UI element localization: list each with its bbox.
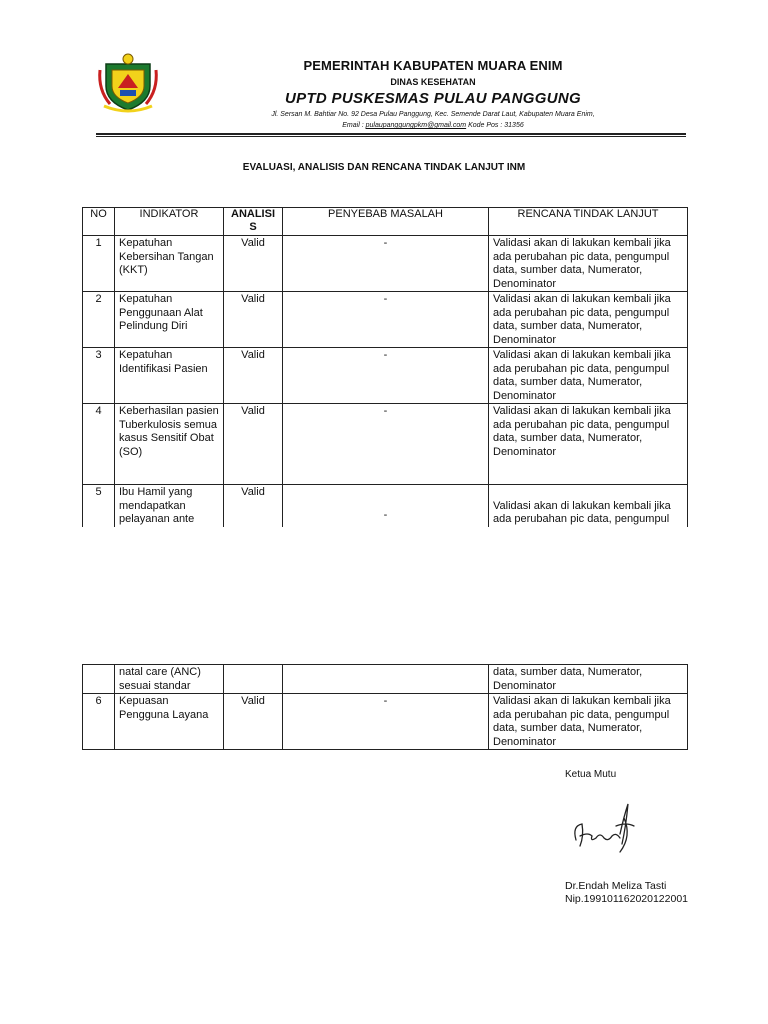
header-divider-thick — [96, 133, 686, 135]
row-indikator: Ibu Hamil yang mendapatkan pelayanan ante — [115, 485, 224, 527]
row-analisis: Valid — [224, 694, 283, 750]
row-indikator: Kepatuhan Identifikasi Pasien — [115, 348, 224, 404]
row-indikator: Kepatuhan Penggunaan Alat Pelindung Diri — [115, 292, 224, 348]
row-no: 5 — [83, 485, 115, 527]
table-row — [83, 665, 688, 694]
header-divider-thin — [96, 136, 686, 137]
row-penyebab — [283, 665, 489, 694]
row-no: 3 — [83, 348, 115, 404]
row-rtl: Validasi akan di lakukan kembali jika ada perubahan pic data, pengumpul data, sumber data, Numerator, Denominator — [489, 236, 688, 292]
row-penyebab: - — [283, 292, 489, 348]
header-penyebab: PENYEBAB MASALAH — [283, 208, 489, 236]
row-indikator: Kepatuhan Kebersihan Tangan (KKT) — [115, 236, 224, 292]
row-indikator: Kepuasan Pengguna Layana — [115, 694, 224, 750]
email-label: Email : — [342, 122, 364, 129]
agency-name: DINAS KESEHATAN — [390, 77, 476, 87]
table-row — [83, 236, 688, 292]
table-header-row — [83, 208, 688, 236]
row-analisis: Valid — [224, 348, 283, 404]
signatory-details — [565, 880, 688, 906]
table-row — [83, 348, 688, 404]
row-analisis: Valid — [224, 404, 283, 485]
document-title: EVALUASI, ANALISIS DAN RENCANA TINDAK LANJUT INM — [242, 162, 526, 173]
row-analisis: Valid — [224, 236, 283, 292]
signatory-name: Dr.Endah Meliza Tasti — [565, 880, 667, 892]
row-penyebab: - — [283, 404, 489, 485]
row-no: 2 — [83, 292, 115, 348]
evaluation-table-continued — [82, 664, 688, 750]
address-line: Jl. Sersan M. Bahtiar No. 92 Desa Pulau Panggung, Kec. Semende Darat Laut, Kabupaten Muara Enim, — [271, 111, 595, 118]
signatory-role: Ketua Mutu — [565, 769, 617, 780]
row-indikator: Keberhasilan pasien Tuberkulosis semua kasus Sensitif Obat (SO) — [115, 404, 224, 485]
row-analisis: Valid — [224, 485, 283, 527]
email-link[interactable]: pulaupanggungpkm@gmail.com — [365, 122, 467, 129]
contact-line — [160, 122, 706, 129]
row-rtl: data, sumber data, Numerator, Denominator — [489, 665, 688, 694]
row-no: 4 — [83, 404, 115, 485]
row-rtl: Validasi akan di lakukan kembali jika ada perubahan pic data, pengumpul data, sumber data, Numerator, Denominator — [489, 292, 688, 348]
row-penyebab: - — [283, 694, 489, 750]
row-penyebab: - — [283, 236, 489, 292]
row-no — [83, 665, 115, 694]
row-analisis: Valid — [224, 292, 283, 348]
regency-crest-icon — [96, 50, 160, 114]
table-row — [83, 404, 688, 485]
signatory-nip: Nip.199101162020122001 — [565, 893, 689, 905]
postal-code: Kode Pos : 31356 — [468, 122, 524, 129]
row-rtl: Validasi akan di lakukan kembali jika ada perubahan pic data, pengumpul data, sumber data, Numerator, Denominator — [489, 348, 688, 404]
header-rtl: RENCANA TINDAK LANJUT — [489, 208, 688, 236]
row-no: 1 — [83, 236, 115, 292]
row-no: 6 — [83, 694, 115, 750]
government-name: PEMERINTAH KABUPATEN MUARA ENIM — [303, 58, 563, 73]
row-penyebab: - — [283, 348, 489, 404]
table-row — [83, 292, 688, 348]
table-row — [83, 485, 688, 527]
row-analisis — [224, 665, 283, 694]
table-row — [83, 694, 688, 750]
row-rtl: Validasi akan di lakukan kembali jika ada perubahan pic data, pengumpul data, sumber data, Numerator, Denominator — [489, 694, 688, 750]
row-indikator: natal care (ANC) sesuai standar — [115, 665, 224, 694]
header-analisis: ANALISI S — [224, 208, 283, 236]
institution-name: UPTD PUSKESMAS PULAU PANGGUNG — [285, 90, 581, 107]
row-rtl: Validasi akan di lakukan kembali jika ada perubahan pic data, pengumpul data, sumber data, Numerator, Denominator — [489, 404, 688, 485]
signature-image — [562, 796, 650, 866]
header-indikator: INDIKATOR — [115, 208, 224, 236]
row-rtl: Validasi akan di lakukan kembali jika ada perubahan pic data, pengumpul — [489, 485, 688, 527]
row-penyebab: - — [283, 485, 489, 527]
evaluation-table — [82, 207, 688, 527]
header-no: NO — [83, 208, 115, 236]
